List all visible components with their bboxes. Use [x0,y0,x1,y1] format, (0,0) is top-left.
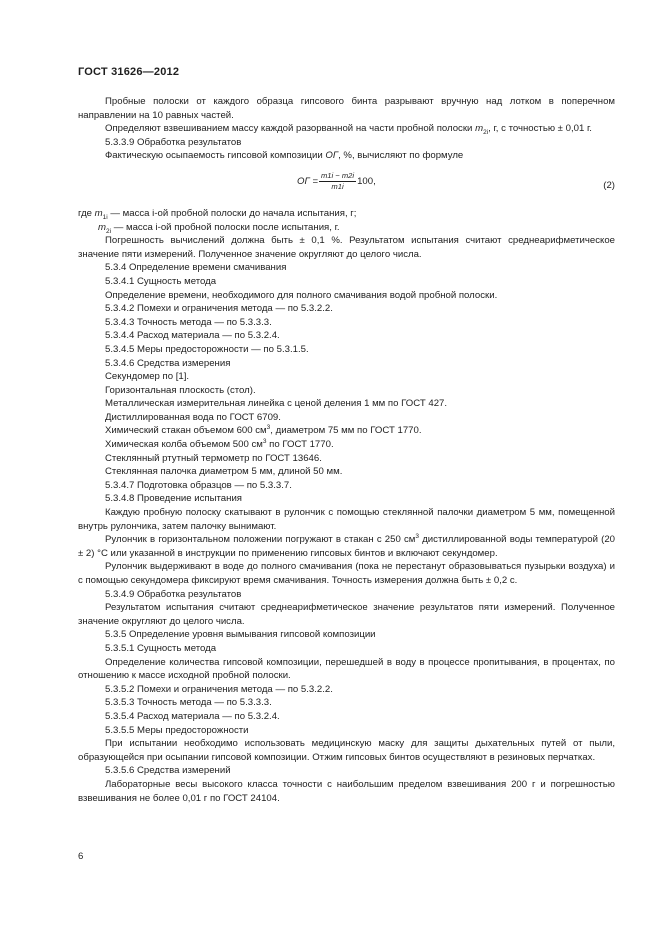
paragraph: Рулончик выдерживают в воде до полного смачивания (пока не перестанут образовываться пузырьки воздуха) и с помощью секундомера фиксируют время смачивания. Точность измерения должна быть ± 0,2 с. [78,561,615,586]
variable: m [475,123,484,135]
paragraph: 5.3.5.1 Сущность метода [105,642,217,654]
text-run: Химическая колба объемом 500 см [105,439,263,451]
variable: m [98,221,106,233]
where-line-2 [78,221,615,235]
paragraph-group-5 [78,560,615,805]
text-run: Химический стакан объемом 600 см [105,425,267,437]
paragraph: 5.3.5.2 Помехи и ограничения метода — по 5.3.2.2. [105,683,333,695]
paragraph: 5.3.4.5 Меры предосторожности — по 5.3.1.5. [105,343,309,355]
text-run: дистиллированной воды температурой (20 ± 2) °С или указанной в инструкции по применению гипсовых бинтов и включают секундомер. [78,534,615,559]
paragraph: Каждую пробную полоску скатывают в рулончик с помощью стеклянной палочки диаметром 5 мм, помещенной внутрь рулончика, затем палочку вынимают. [78,507,615,532]
paragraph: Горизонтальная плоскость (стол). [105,384,256,396]
paragraph: 5.3.4.2 Помехи и ограничения метода — по 5.3.2.2. [105,303,333,315]
text-run: Определяют взвешиванием массу каждой разорванной на части пробной полоски [105,123,476,135]
paragraph: 5.3.4.8 Проведение испытания [105,493,242,505]
paragraph-roll [78,533,615,560]
text-run: по ГОСТ 1770. [266,439,334,451]
text-run: — масса i-ой пробной полоски после испытания, г. [111,221,340,233]
formula-numerator: m1i − m2i [320,170,355,180]
paragraph: 5.3.4.6 Средства измерения [105,357,231,369]
text-run: , %, вычисляют по формуле [338,150,464,162]
paragraph: При испытании необходимо использовать медицинскую маску для защиты дыхательных путей от пыли, образующейся при осыпании гипсовой композиции. Отжим гипсовых бинтов осуществляют в резиновых перчатках. [78,738,615,763]
paragraph: 5.3.5.3 Точность метода — по 5.3.3.3. [105,697,272,709]
paragraph: 5.3.4.4 Расход материала — по 5.3.2.4. [105,330,280,342]
paragraph-flask [78,438,615,452]
equation-number: (2) [603,179,615,191]
variable: m [94,207,103,219]
where-line-1 [78,207,615,221]
formula-block [78,165,615,207]
paragraph: Определение времени, необходимого для полного смачивания водой пробной полоски. [105,289,498,301]
document-header: ГОСТ 31626—2012 [78,66,180,78]
formula-fraction [319,171,356,192]
paragraph: 5.3.4.7 Подготовка образцов — по 5.3.3.7. [105,479,292,491]
paragraph: 5.3.5.6 Средства измерений [105,765,231,777]
paragraph: Пробные полоски от каждого образца гипсового бинта разрывают вручную над лотком в поперечном направлении на 10 равных частей. [78,96,615,121]
superscript: 3 [266,424,271,432]
paragraph-mass [78,122,615,136]
text-run: , диаметром 75 мм по ГОСТ 1770. [270,425,422,437]
variable-subscript: 2i [106,227,112,235]
paragraph: 5.3.5.4 Расход материала — по 5.3.2.4. [105,710,280,722]
paragraph: Дистиллированная вода по ГОСТ 6709. [105,411,281,423]
paragraph: Металлическая измерительная линейка с ценой деления 1 мм по ГОСТ 427. [105,398,448,410]
paragraph-formula-intro [78,149,615,163]
paragraph: Стеклянный ртутный термометр по ГОСТ 13646. [105,452,322,464]
paragraph: 5.3.4.3 Точность метода — по 5.3.3.3. [105,316,272,328]
text-run: Фактическую осыпаемость гипсовой композиции [105,150,326,162]
paragraph-beaker [78,424,615,438]
paragraph: 5.3.4 Определение времени смачивания [105,262,287,274]
document-body [78,95,615,805]
text-run: — масса i-ой пробной полоски до начала испытания, г; [107,207,357,219]
formula-lhs: ОГ = [297,175,318,187]
paragraph: 5.3.5.5 Меры предосторожности [105,724,249,736]
paragraph: 5.3.5 Определение уровня вымывания гипсовой композиции [105,629,376,641]
paragraph: Погрешность вычислений должна быть ± 0,1 %. Результатом испытания считают среднеарифметическое значение пяти измерений. Полученное значение округляют до целого числа. [78,235,615,260]
paragraph: 5.3.4.9 Обработка результатов [105,588,242,600]
text-run: где [78,207,95,219]
formula-denominator: m1i [331,181,344,191]
text-run: , г, с точностью ± 0,01 г. [488,123,592,135]
formula [297,171,376,192]
paragraph: Стеклянная палочка диаметром 5 мм, длиной 50 мм. [105,466,343,478]
variable-subscript: 1i [102,213,108,221]
paragraph: Лабораторные весы высокого класса точности с наибольшим пределом взвешивания 200 г и погрешностью взвешивания не более 0,01 г по ГОСТ 24104. [78,778,615,804]
paragraph: Определение количества гипсовой композиции, перешедшей в воду в процессе пропитывания, в процентах, по отношению к массе исходной пробной полоски. [78,656,615,682]
paragraph: Секундомер по [1]. [105,371,190,383]
paragraph-group-4 [78,452,615,534]
superscript: 3 [415,533,420,541]
page-number: 6 [78,851,84,862]
variable: ОГ [325,150,339,162]
formula-tail: 100, [357,175,376,187]
text-run: Рулончик в горизонтальном положении погружают в стакан с 250 см [105,534,416,546]
paragraph: Результатом испытания считают среднеарифметическое значение результатов пяти измерений. Полученное значение округляют до целого числа. [78,602,615,627]
superscript: 3 [262,437,267,445]
paragraph-group-3 [78,234,615,424]
variable-subscript: 2i [483,129,489,137]
section-heading: 5.3.3.9 Обработка результатов [105,136,242,148]
paragraph: 5.3.4.1 Сущность метода [105,275,217,287]
